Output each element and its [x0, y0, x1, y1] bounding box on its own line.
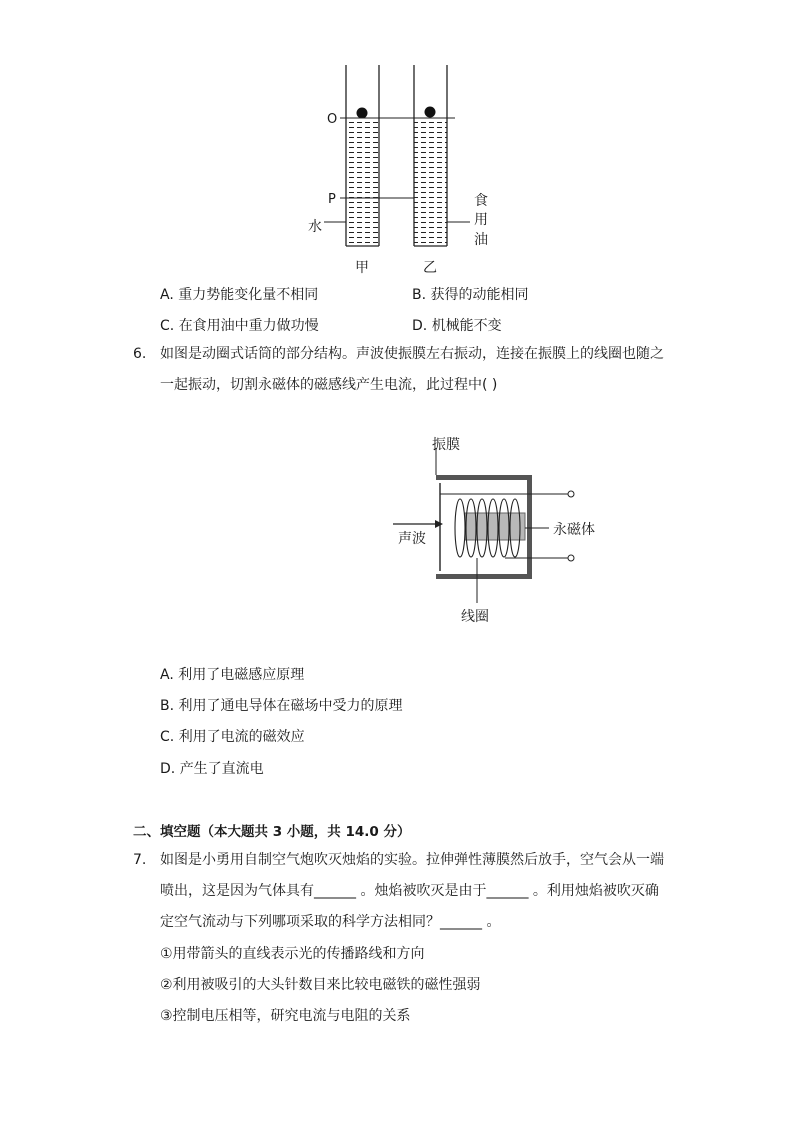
label-magnet: 永磁体 — [553, 522, 595, 538]
q5-option-c — [160, 315, 319, 335]
q7-stem-line-2: 喷出，这是因为气体具有______ 。烛焰被吹灭是由于______ 。利用烛焰被吹灭确 — [160, 883, 659, 899]
q6-option-a — [160, 664, 304, 684]
label-oil-2: 用 — [474, 212, 488, 228]
option-letter: D. — [160, 761, 176, 777]
option-text: 利用了电磁感应原理 — [178, 667, 305, 683]
option-letter: D. — [412, 318, 428, 334]
option-text: 重力势能变化量不相同 — [178, 287, 319, 303]
ball-b — [425, 107, 436, 118]
terminal-top — [568, 491, 574, 497]
q5-option-b — [412, 284, 529, 304]
coil — [455, 499, 520, 557]
option-letter: B. — [160, 698, 175, 714]
tube-a — [346, 65, 379, 246]
label-coil: 线圈 — [461, 609, 489, 625]
label-oil-1: 食 — [474, 193, 488, 209]
q7-number: 7. — [133, 852, 147, 868]
microphone-figure — [385, 430, 615, 630]
q6-option-b — [160, 695, 403, 715]
option-text: 获得的动能相同 — [430, 287, 529, 303]
q7-stem-line-1: 如图是小勇用自制空气炮吹灭烛焰的实验。拉伸弹性薄膜然后放手，空气会从一端 — [160, 852, 664, 868]
section-2-title: 二、填空题（本大题共 3 小题，共 14.0 分） — [133, 824, 411, 840]
option-letter: A. — [160, 287, 174, 303]
option-text: 产生了直流电 — [179, 761, 264, 777]
q6-option-d — [160, 758, 264, 778]
label-water: 水 — [308, 219, 322, 235]
q6-stem-line-2: 一起振动，切割永磁体的磁感线产生电流，此过程中( ) — [160, 377, 498, 393]
option-text: 利用了通电导体在磁场中受力的原理 — [178, 698, 403, 714]
option-text: 利用了电流的磁效应 — [178, 729, 305, 745]
q5-option-a — [160, 284, 318, 304]
label-diaphragm: 振膜 — [432, 437, 460, 453]
q7-item-2: ②利用被吸引的大头针数目来比较电磁铁的磁性强弱 — [160, 977, 481, 993]
q7-stem-line-3: 定空气流动与下列哪项采取的科学方法相同？______ 。 — [160, 914, 501, 930]
sound-arrow-head — [435, 520, 443, 528]
q7-item-1: ①用带箭头的直线表示光的传播路线和方向 — [160, 946, 425, 962]
label-tube-a: 甲 — [355, 260, 369, 276]
option-letter: C. — [160, 318, 175, 334]
terminal-bottom — [568, 555, 574, 561]
label-p: P — [328, 192, 336, 207]
label-sound: 声波 — [398, 531, 426, 547]
tube-b — [414, 65, 447, 246]
option-text: 在食用油中重力做功慢 — [178, 318, 319, 334]
label-tube-b: 乙 — [423, 260, 437, 276]
tubes-figure — [300, 60, 500, 280]
q5-option-d — [412, 315, 502, 335]
option-text: 机械能不变 — [431, 318, 502, 334]
q7-item-3: ③控制电压相等，研究电流与电阻的关系 — [160, 1008, 411, 1024]
magnet — [465, 513, 525, 540]
option-letter: C. — [160, 729, 175, 745]
q6-stem-line-1: 如图是动圈式话筒的部分结构。声波使振膜左右振动，连接在振膜上的线圈也随之 — [160, 346, 664, 362]
q6-option-c — [160, 726, 305, 746]
label-o: O — [327, 112, 338, 127]
option-letter: A. — [160, 667, 174, 683]
q6-number: 6. — [133, 346, 147, 362]
option-letter: B. — [412, 287, 427, 303]
ball-a — [357, 108, 368, 119]
label-oil-3: 油 — [474, 232, 488, 248]
